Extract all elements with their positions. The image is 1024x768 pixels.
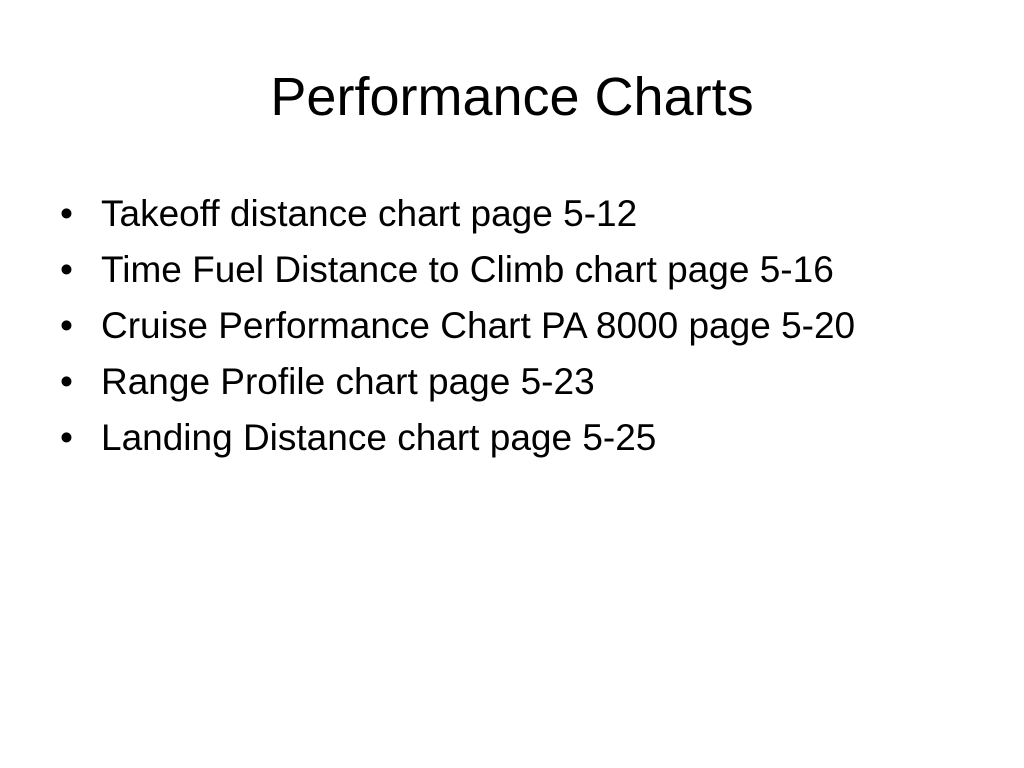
- bullet-icon: •: [60, 361, 73, 402]
- bullet-icon: •: [60, 417, 73, 458]
- bullet-list: [60, 190, 960, 470]
- list-item-label: Takeoff distance chart page 5-12: [101, 193, 638, 234]
- list-item-label: Cruise Performance Chart PA 8000 page 5-20: [101, 305, 856, 346]
- list-item: [60, 246, 960, 294]
- list-item-label: Range Profile chart page 5-23: [101, 361, 595, 402]
- bullet-icon: •: [60, 305, 73, 346]
- list-item: [60, 414, 960, 462]
- slide-title: Performance Charts: [270, 67, 754, 127]
- list-item-label: Time Fuel Distance to Climb chart page 5-16: [101, 249, 834, 290]
- bullet-icon: •: [60, 193, 73, 234]
- list-item: [60, 302, 960, 350]
- bullet-icon: •: [60, 249, 73, 290]
- list-item: [60, 190, 960, 238]
- list-item-label: Landing Distance chart page 5-25: [101, 417, 657, 458]
- list-item: [60, 358, 960, 406]
